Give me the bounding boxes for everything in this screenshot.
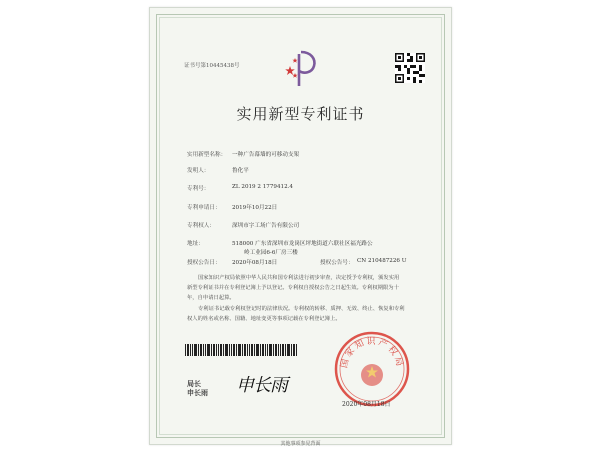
body-paragraph-line: 国家知识产权局依照中华人民共和国专利法进行初步审查，决定授予专利权，颁发实用 <box>198 275 400 281</box>
body-paragraph-line: 年，自申请日起算。 <box>187 295 235 301</box>
field-value-patentee: 深圳市字工场广告有限公司 <box>232 223 300 229</box>
field-label-patent-number: 专利号： <box>187 186 210 192</box>
field-value-name: 一种广告幕墙的可移动支架 <box>232 152 300 158</box>
field-value-grant-number: CN 210487226 U <box>357 258 407 264</box>
field-label-address: 地址： <box>187 241 204 247</box>
field-label-grant-number: 授权公告号： <box>320 260 354 266</box>
cnipa-logo-icon <box>283 48 319 88</box>
field-value-address-line2: 岭工业园6-6厂房三楼 <box>244 250 298 256</box>
seal-date: 2020年08月18日 <box>342 401 391 408</box>
field-value-grant-date: 2020年08月18日 <box>232 260 278 266</box>
signature-title-1: 局长 <box>187 379 201 388</box>
field-label-filing-date: 专利申请日： <box>187 205 221 211</box>
body-paragraph-line: 新型专利证书并在专利登记簿上予以登记。专利权自授权公告之日起生效。专利权期限为十 <box>187 285 399 291</box>
qr-code-icon <box>395 53 425 83</box>
field-label-patentee: 专利权人： <box>187 223 215 229</box>
field-value-patent-number: ZL 2019 2 1779412.4 <box>232 184 293 190</box>
certificate-number: 证书号第10445438号 <box>184 63 240 69</box>
official-seal-icon <box>333 330 411 408</box>
patent-certificate <box>149 7 452 445</box>
barcode-icon <box>185 344 297 356</box>
field-label-name: 实用新型名称： <box>187 152 227 158</box>
seal-text: 国家知识产权局 <box>339 337 405 370</box>
handwritten-signature: 申长雨 <box>236 375 287 396</box>
field-label-inventor: 发明人： <box>187 168 210 174</box>
field-value-inventor: 鲁化平 <box>232 168 249 174</box>
certificate-title: 实用新型专利证书 <box>236 105 365 123</box>
field-value-address: 518000 广东省深圳市龙岗区坪地街道六联社区福光路公 <box>232 241 373 247</box>
signature-title-2: 申长雨 <box>187 388 208 397</box>
field-value-filing-date: 2019年10月22日 <box>232 205 278 211</box>
certificate-footer: 其他事项参见背面 <box>280 441 321 447</box>
body-paragraph-line: 权人的姓名或名称、国籍、地址变更等事项记载在专利登记簿上。 <box>187 316 341 322</box>
field-label-grant-date: 授权公告日： <box>187 260 221 266</box>
body-paragraph-line: 专利证书记载专利权登记时的法律状况。专利权的转移、质押、无效、终止、恢复和专利 <box>198 306 405 312</box>
